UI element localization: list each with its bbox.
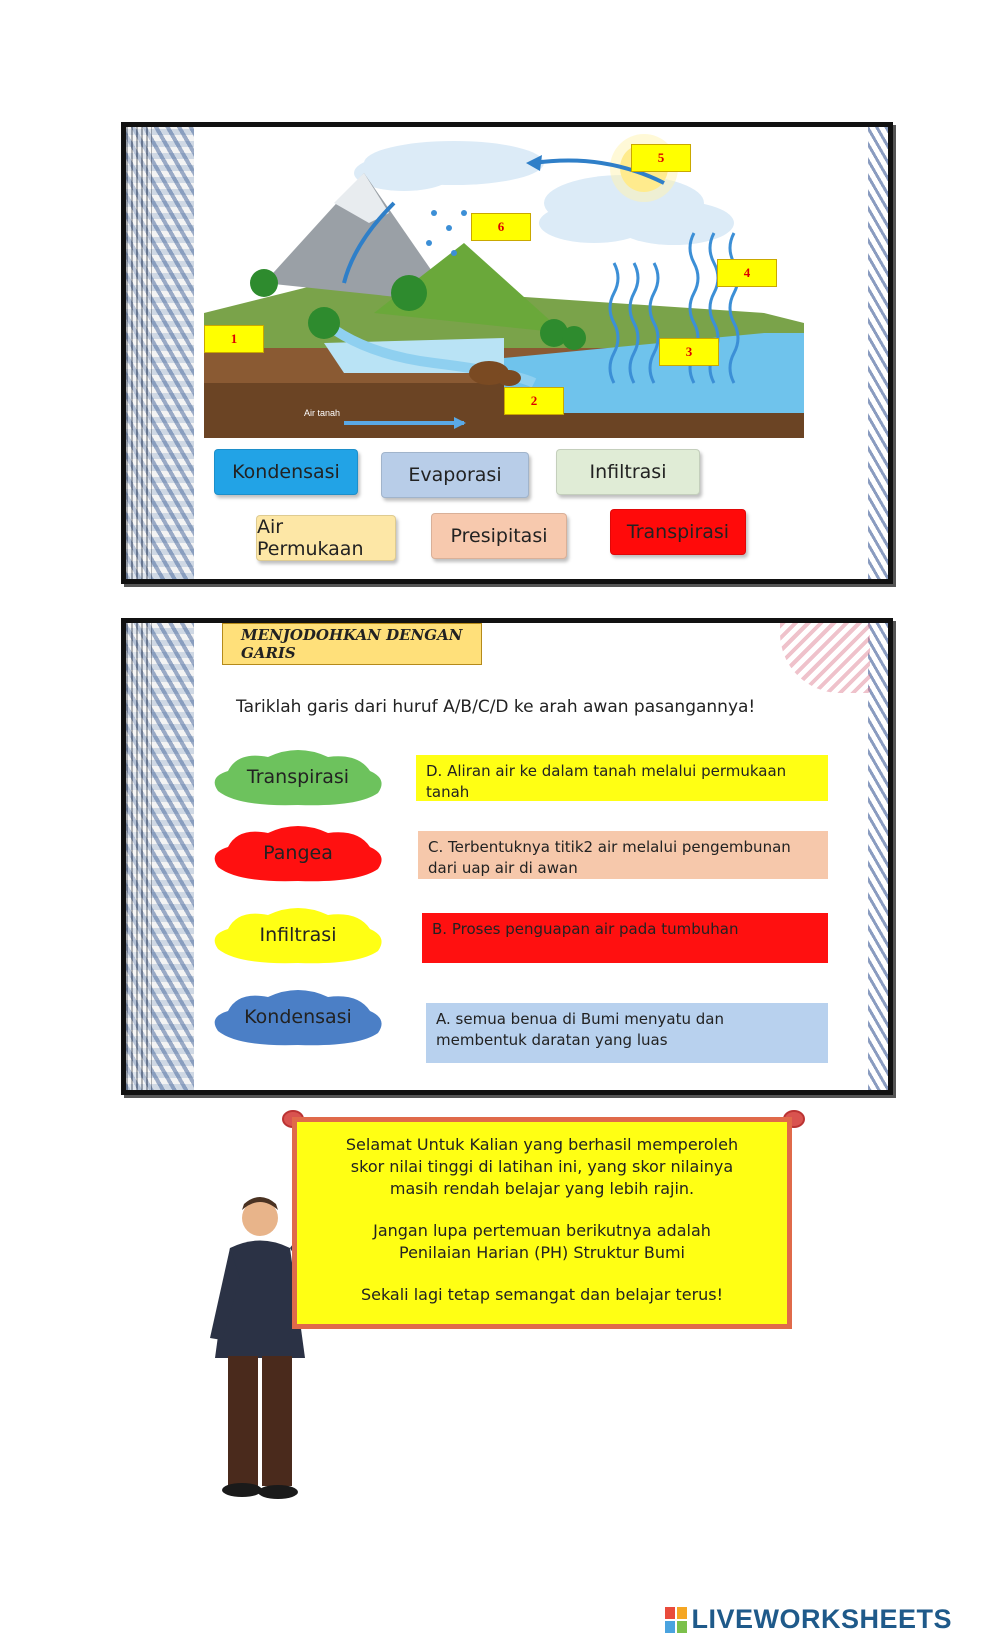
option-transpirasi[interactable]: Transpirasi <box>610 509 746 555</box>
diagram-number-1: 1 <box>204 325 264 353</box>
cloud-pangea[interactable] <box>208 823 388 883</box>
answer-d[interactable] <box>416 755 828 801</box>
groundwater-label: Air tanah <box>304 408 341 418</box>
answer-text: Aliran air ke dalam tanah melalui permukaan tanah <box>426 762 787 801</box>
diagram-number-2: 2 <box>504 387 564 415</box>
closing-line-2: Jangan lupa pertemuan berikutnya adalah Penilaian Harian (PH) Struktur Bumi <box>373 1221 711 1262</box>
decorative-border-left <box>126 127 194 579</box>
diagram-number-4: 4 <box>717 259 777 287</box>
closing-message-board <box>292 1117 792 1329</box>
answer-letter: A. <box>436 1010 451 1028</box>
cloud-label: Infiltrasi <box>259 924 337 946</box>
option-presipitasi[interactable]: Presipitasi <box>431 513 567 559</box>
decorative-border-left <box>126 623 194 1090</box>
cloud-transpirasi[interactable] <box>208 747 388 807</box>
closing-line-1: Selamat Untuk Kalian yang berhasil memperoleh skor nilai tinggi di latihan ini, yang skor nilainya masih rendah belajar yang lebih rajin. <box>345 1135 739 1198</box>
cloud-kondensasi[interactable] <box>208 987 388 1047</box>
answer-a[interactable] <box>426 1003 828 1063</box>
answer-letter: D. <box>426 762 443 780</box>
diagram-number-3: 3 <box>659 338 719 366</box>
brand-name: LIVEWORKSHEETS <box>691 1604 952 1634</box>
closing-line-3: Sekali lagi tetap semangat dan belajar terus! <box>360 1285 724 1304</box>
instruction-text: Tariklah garis dari huruf A/B/C/D ke arah awan pasangannya! <box>236 697 756 717</box>
option-evaporasi[interactable]: Evaporasi <box>381 452 529 498</box>
corner-decoration <box>780 623 870 693</box>
answer-text: Terbentuknya titik2 air melalui pengembunan dari uap air di awan <box>428 838 791 877</box>
decorative-border-right <box>868 623 888 1090</box>
cloud-label: Kondensasi <box>244 1006 352 1028</box>
cloud-label: Transpirasi <box>246 766 350 788</box>
answer-text: semua benua di Bumi menyatu dan membentuk daratan yang luas <box>436 1010 724 1049</box>
diagram-number-5: 5 <box>631 144 691 172</box>
section-title: MENJODOHKAN DENGAN GARIS <box>222 623 482 665</box>
decorative-border-right <box>868 127 888 579</box>
cloud-label: Pangea <box>263 842 333 864</box>
answer-b[interactable] <box>422 913 828 963</box>
option-kondensasi[interactable]: Kondensasi <box>214 449 358 495</box>
diagram-number-6: 6 <box>471 213 531 241</box>
option-infiltrasi[interactable]: Infiltrasi <box>556 449 700 495</box>
answer-letter: C. <box>428 838 444 856</box>
answer-letter: B. <box>432 920 448 938</box>
footer-brand[interactable] <box>665 1604 952 1635</box>
liveworksheets-logo-icon <box>665 1607 687 1633</box>
matching-panel <box>121 618 893 1095</box>
answer-text: Proses penguapan air pada tumbuhan <box>451 920 739 938</box>
cloud-infiltrasi[interactable] <box>208 905 388 965</box>
water-cycle-panel <box>121 122 893 584</box>
option-air-permukaan[interactable]: Air Permukaan <box>256 515 396 561</box>
answer-c[interactable] <box>418 831 828 879</box>
